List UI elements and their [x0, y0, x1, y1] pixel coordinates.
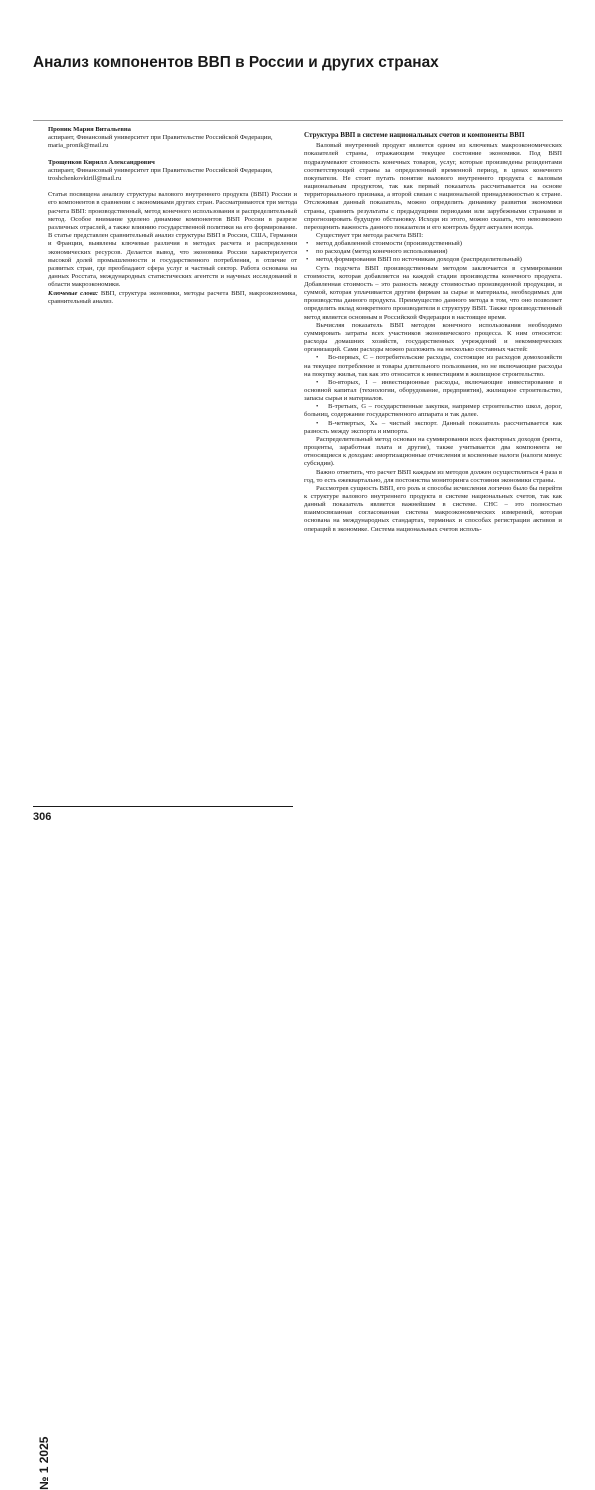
abstract — [48, 191, 297, 289]
bullet-paragraph — [304, 403, 562, 419]
title-divider — [33, 120, 563, 121]
page-number: 306 — [33, 811, 52, 823]
list-item: • метод формирования ВВП по источникам доходов (распределительный) — [304, 256, 562, 264]
body-paragraph: Суть подсчета ВВП производственным методом заключается в суммировании стоимости, которая добавляется на каждой стадии производства конечного продукта. Добавленная стоимость – это разность между стоимостью произведенной продукции, и суммой, которая уплачивается другим фирмам за сырье и материалы, необходимых для производства данного продукта. Преимущество данного метода в том, что оно позволяет определить вклад конкретного производителя в структуру ВВП. Также производственный метод является основным в Российской Федерации в настоящее время. — [304, 264, 562, 321]
body-paragraph: Распределительный метод основан на суммировании всех факторных доходов (рента, проценты, заработная плата и другие), также учитывается два компонента не относящиеся к доходам: амортизационные отчисления и косвенные налоги (налоги минус субсидии). — [304, 435, 562, 468]
bullet-paragraph — [304, 420, 562, 436]
body-paragraph: Рассмотрев сущность ВВП, его роль и способы исчисления логично было бы перейти к структуре валового внутреннего продукта в системе национальных счетов, так как данный показатель является важнейшим в системе. СНС – это полностью взаимосвязанная согласованная система макроэкономических измерений, которая основана на международных стандартах, терминах и способах регистрации активов и операций в экономике. Система национальных счетов исполь- — [304, 484, 562, 533]
issue-label: № 1 2025 — [37, 1436, 51, 1490]
list-item: • метод добавленной стоимости (производственный) — [304, 240, 562, 248]
author-block — [48, 126, 297, 151]
keywords-label: Ключевые слова: — [48, 289, 99, 297]
section-heading: Структура ВВП в системе национальных счетов и компоненты ВВП — [304, 131, 525, 139]
abstract-text: Статья посвящена анализу структуры валового внутреннего продукта (ВВП) России и его компонентов в сравнении с экономиками других стран. Рассматриваются три метода расчета ВВП: производственный, метод конечного использования и распределительный метод. Особое внимание уделено динамике компонентов ВВП России в разрезе различных отраслей, а также влиянию государственной политики на его формирование. В статье представлен сравнительный анализ структуры ВВП в России, США, Германии и Франции, выявлены ключевые различия в методах расчета и распределении экономических ресурсов. Делается вывод, что экономика России характеризуется высокой долей промышленности и государственного потребления, в отличие от развитых стран, где преобладают сфера услуг и частный сектор. Работа основана на данных Росстата, международных статистических агентств и научных исследований в области макроэкономики. — [48, 191, 297, 289]
body-paragraph: Вычисляя показатель ВВП методом конечного использования необходимо суммировать затраты всех участников экономического процесса. К ним относятся: расходы домашних хозяйств, государственных учреждений и некоммерческих организаций. Сами расходы можно разложить на несколько составных частей: — [304, 321, 562, 354]
body-paragraph: Существует три метода расчета ВВП: — [316, 232, 424, 240]
author-email: troshchenkovkirill@mail.ru — [48, 175, 122, 183]
bullet-text: Во-первых, С – потребительские расходы, состоящие из расходов домохозяйств на текущее потребление и товары длительного пользования, но не включающие расходы на покупку жилья, так как это относится к инвестициям в жилищное строительство. — [304, 354, 562, 378]
bullet-paragraph — [304, 379, 562, 403]
author-affiliation: аспирант, Финансовый университет при Правительстве Российской Федерации, — [48, 166, 273, 174]
author-block — [48, 159, 297, 184]
keywords — [48, 290, 297, 306]
bullet-icon: • — [316, 419, 319, 427]
methods-list — [304, 240, 562, 264]
author-name: Проник Мария Витальевна — [48, 126, 131, 133]
bullet-icon: • — [316, 378, 319, 386]
bullet-icon: • — [316, 403, 319, 411]
bullet-text: Во-вторых, I – инвестиционные расходы, включающие инвестирование в основной капитал (технологии, оборудование, предприятия), жилищное строительство, запасы сырья и материалов. — [304, 378, 562, 403]
author-affiliation: аспирант, Финансовый университет при Правительстве Российской Федерации, — [48, 134, 273, 142]
bullet-text: В-третьих, G – государственные закупки, например строительство школ, дорог, больниц, содержание государственного аппарата и так далее. — [304, 403, 562, 419]
list-item: • по расходам (метод конечного использования) — [304, 248, 562, 256]
author-name: Трощенков Кирилл Александрович — [48, 158, 155, 166]
bullet-icon: • — [316, 354, 319, 362]
keywords-text: ВВП, структура экономики, методы расчета ВВП, макроэкономика, сравнительный анализ. — [48, 289, 297, 305]
article-title: Анализ компонентов ВВП в России и других странах — [33, 54, 439, 71]
author-email: maria_pronik@mail.ru — [48, 142, 109, 150]
left-column — [48, 126, 297, 306]
bullet-text: В-четвертых, Xₙ – чистый экспорт. Данный показатель рассчитывается как разность между экспорта и импорта. — [304, 419, 562, 435]
footer-divider — [33, 806, 293, 807]
body-paragraph: Важно отметить, что расчет ВВП каждым из методов должен осуществляться 4 раза в год, то есть ежеквартально, для постоянства мониторинга состояния экономики страны. — [304, 468, 562, 484]
body-paragraph: Валовый внутренний продукт является одним из ключевых макроэкономических показателей страны, отражающим текущее состояние экономики. Под ВВП подразумевают стоимость конечных товаров, услуг, которые произведены резидентами соответствующей страны за определенный временной период, в ценах конечного покупателя. Не стоит путать понятие валового внутреннего продукта с валовым национальным продуктом, так как первый показатель рассчитывается на основе территориального признака, а второй связан с национальной принадлежностью к стране. Отслеживая данный показатель, можно определить динамику развития экономики страны, сравнить результаты с предыдущими периодами или зарубежными странами и спрогнозировать будущую обстановку. Исходя из этого, можно сказать, что невозможно переоценить важность данного показателя и его контроль будет актуален всегда. — [304, 142, 562, 231]
right-column — [304, 126, 562, 534]
bullet-paragraph — [304, 354, 562, 378]
